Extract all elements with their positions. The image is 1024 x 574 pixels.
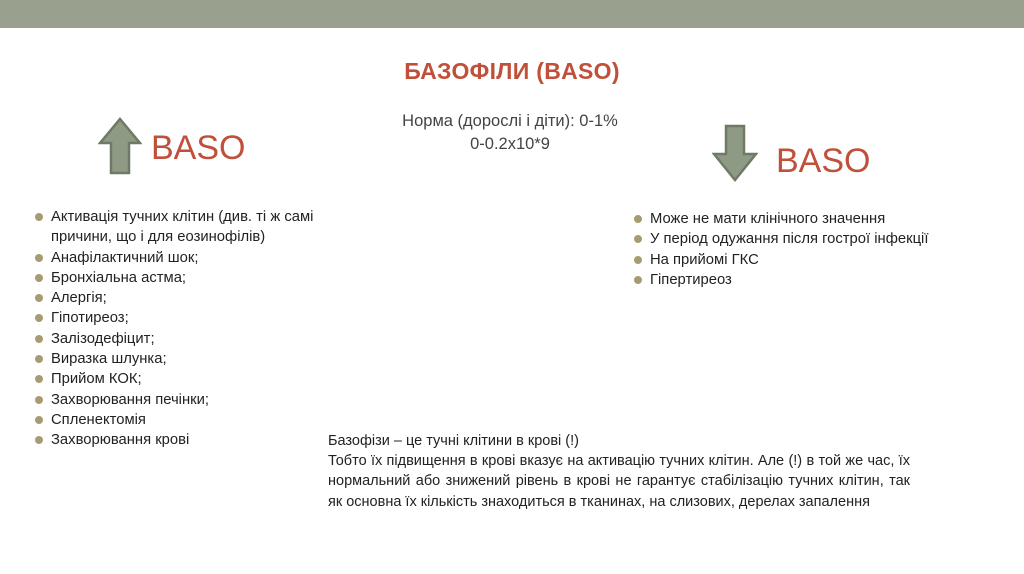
list-item: На прийомі ГКС: [632, 250, 992, 270]
list-item: Гіпотиреоз;: [33, 308, 378, 328]
explanatory-note: [328, 431, 910, 512]
list-item: Анафілактичний шок;: [33, 248, 378, 268]
list-item: Прийом КОК;: [33, 369, 378, 389]
list-item: Активація тучних клітин (див. ті ж самі причини, що і для еозинофілів): [33, 207, 378, 248]
list-item: Спленектомія: [33, 410, 378, 430]
slide-title: БАЗОФІЛИ (BASO): [404, 58, 620, 84]
list-item: Гіпертиреоз: [632, 270, 992, 290]
list-item: Виразка шлунка;: [33, 349, 378, 369]
increase-causes-list: [33, 207, 378, 451]
list-item: У період одужання після гострої інфекції: [632, 229, 992, 249]
decrease-causes-list: [632, 209, 992, 290]
list-item: Залізодефіцит;: [33, 329, 378, 349]
note-body: Тобто їх підвищення в крові вказує на активацію тучних клітин. Але (!) в той же час, їх нормальний або знижений рівень в крові не гарантує стабілізацію тучних клітин, так як основна їх кількість знаходиться в тканинах, на слизових, дерелах запалення: [328, 453, 910, 510]
list-item: Захворювання крові: [33, 430, 378, 450]
top-banner: [0, 0, 1024, 28]
arrow-down-icon: [712, 124, 758, 182]
list-item: Бронхіальна астма;: [33, 268, 378, 288]
baso-decrease-label: BASO: [776, 142, 871, 180]
arrow-up-icon: [98, 117, 142, 175]
list-item: Захворювання печінки;: [33, 390, 378, 410]
norm-line-1: Норма (дорослі і діти): 0-1%: [402, 112, 618, 130]
norm-text: [340, 110, 680, 156]
list-item: Алергія;: [33, 288, 378, 308]
list-item: Може не мати клінічного значення: [632, 209, 992, 229]
norm-line-2: 0-0.2х10*9: [470, 135, 550, 153]
note-first-line: Базофізи – це тучні клітини в крові (!): [328, 433, 579, 449]
baso-increase-label: BASO: [151, 129, 246, 167]
